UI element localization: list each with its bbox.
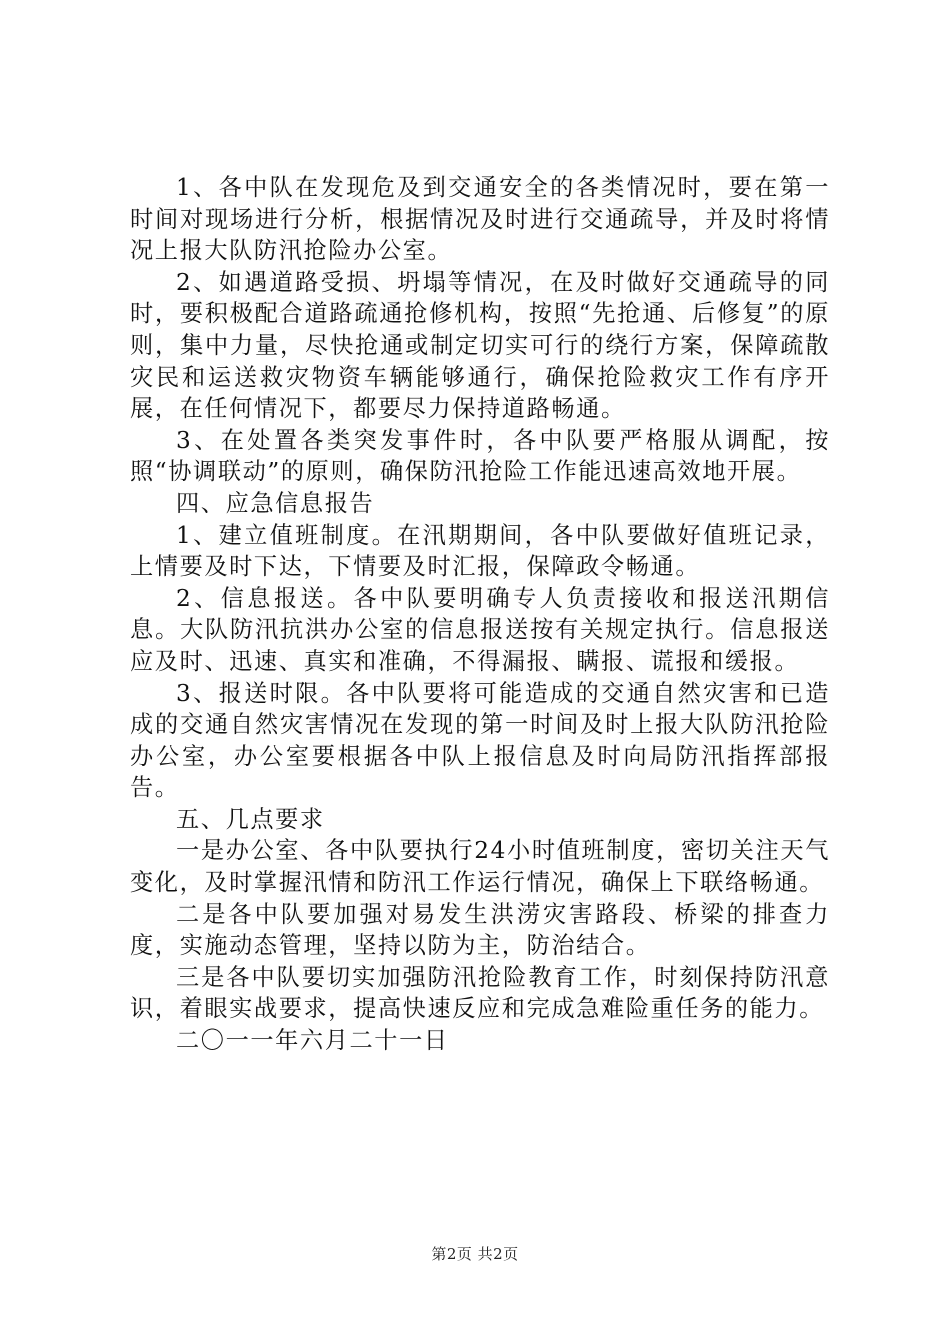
- paragraph-10: 二是各中队要加强对易发生洪涝灾害路段、桥梁的排查力度，实施动态管理，坚持以防为主，防治结合。: [130, 900, 830, 960]
- paragraph-6: 2、信息报送。各中队要明确专人负责接收和报送汛期信息。大队防汛抗洪办公室的信息报送按有关规定执行。信息报送应及时、迅速、真实和准确，不得漏报、瞒报、谎报和缓报。: [130, 584, 830, 675]
- section-heading-4: 四、应急信息报告: [176, 489, 375, 517]
- paragraph-7: 3、报送时限。各中队要将可能造成的交通自然灾害和已造成的交通自然灾害情况在发现的第一时间及时上报大队防汛抢险办公室，办公室要根据各中队上报信息及时向局防汛指挥部报告。: [130, 679, 830, 802]
- document-body: [130, 172, 830, 1057]
- paragraph-3: 3、在处置各类突发事件时，各中队要严格服从调配，按照“协调联动”的原则，确保防汛抢险工作能迅速高效地开展。: [130, 426, 830, 486]
- paragraph-5: 1、建立值班制度。在汛期期间，各中队要做好值班记录，上情要及时下达，下情要及时汇报，保障政令畅通。: [130, 521, 830, 581]
- paragraph-9: 一是办公室、各中队要执行24小时值班制度，密切关注天气变化，及时掌握汛情和防汛工作运行情况，确保上下联络畅通。: [130, 837, 830, 897]
- paragraph-1: 1、各中队在发现危及到交通安全的各类情况时，要在第一时间对现场进行分析，根据情况及时进行交通疏导，并及时将情况上报大队防汛抢险办公室。: [130, 174, 830, 265]
- paragraph-2: 2、如遇道路受损、坍塌等情况，在及时做好交通疏导的同时，要积极配合道路疏通抢修机构，按照“先抢通、后修复”的原则，集中力量，尽快抢通或制定切实可行的绕行方案，保障疏散灾民和运送救灾物资车辆能够通行，确保抢险救灾工作有序开展，在任何情况下，都要尽力保持道路畅通。: [130, 268, 830, 423]
- paragraph-11: 三是各中队要切实加强防汛抢险教育工作，时刻保持防汛意识，着眼实战要求，提高快速反应和完成急难险重任务的能力。: [130, 963, 830, 1023]
- document-date: 二〇一一年六月二十一日: [176, 1027, 449, 1055]
- section-heading-5: 五、几点要求: [176, 805, 325, 833]
- page-footer: 第2页 共2页: [431, 1245, 519, 1263]
